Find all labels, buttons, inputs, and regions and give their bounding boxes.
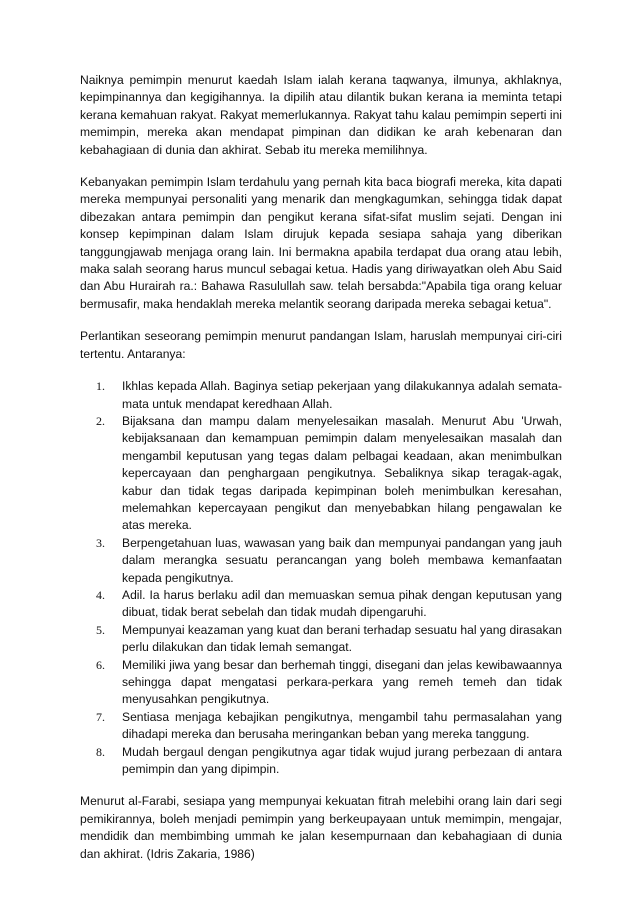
- criteria-list: [80, 378, 562, 778]
- list-item-number: 6.: [96, 657, 105, 672]
- list-item: [80, 709, 562, 744]
- list-item-number: 7.: [96, 709, 105, 724]
- list-item-number: 3.: [96, 535, 105, 550]
- paragraph-leader-qualities: Naiknya pemimpin menurut kaedah Islam ialah kerana taqwanya, ilmunya, akhlaknya, kepimpinannya dan kegigihannya. Ia dipilih atau dilantik bukan kerana ia meminta tetapi kerana kemahuan rakyat. Rakyat memerlukannya. Rakyat tahu kalau pemimpin seperti ini memimpin, mereka akan mendapat pimpinan dan didikan ke arah kebenaran dan kebahagiaan di dunia dan akhirat. Sebab itu mereka memilihnya.: [80, 73, 562, 157]
- paragraph-al-farabi: Menurut al-Farabi, sesiapa yang mempunyai kekuatan fitrah melebihi orang lain dari segi pemikirannya, boleh menjadi pemimpin yang berkeupayaan untuk memimpin, mengajar, mendidik dan membimbing ummah ke jalan kesempurnaan dan kebahagiaan di dunia dan akhirat. (Idris Zakaria, 1986): [80, 794, 562, 861]
- list-item-number: 4.: [96, 587, 105, 602]
- list-item-text: Sentiasa menjaga kebajikan pengikutnya, mengambil tahu permasalahan yang dihadapi mereka dan berusaha meringankan beban yang mereka tanggung.: [122, 709, 562, 742]
- list-item-number: 5.: [96, 622, 105, 637]
- list-item: [80, 378, 562, 413]
- list-item-text: Adil. Ia harus berlaku adil dan memuaskan semua pihak dengan keputusan yang dibuat, tidak berat sebelah dan tidak mudah dipengaruhi.: [122, 587, 562, 620]
- list-item: [80, 622, 562, 657]
- list-item-text: Mudah bergaul dengan pengikutnya agar tidak wujud jurang perbezaan di antara pemimpin dan yang dipimpin.: [122, 744, 562, 777]
- list-item: [80, 744, 562, 779]
- list-item-text: Berpengetahuan luas, wawasan yang baik dan mempunyai pandangan yang jauh dalam merangka sesuatu perancangan yang boleh membawa kemanfaatan kepada pengikutnya.: [122, 535, 562, 585]
- list-item-text: Mempunyai keazaman yang kuat dan berani terhadap sesuatu hal yang dirasakan perlu dilakukan dan tidak lemah semangat.: [122, 622, 562, 655]
- list-item-number: 2.: [96, 413, 105, 428]
- list-item: [80, 657, 562, 709]
- list-item-number: 8.: [96, 744, 105, 759]
- list-item-text: Bijaksana dan mampu dalam menyelesaikan masalah. Menurut Abu 'Urwah, kebijaksanaan dan kemampuan pemimpin dalam menyelesaikan masalah dan mengambil keputusan yang tegas dalam pelbagai keadaan, akan menimbulkan kepercayaan dan penghargaan pengikutnya. Sebaliknya sikap teragak-agak, kabur dan tidak tegas daripada kepimpinan boleh menimbulkan keresahan, melemahkan kepercayaan pengikut dan menyebabkan hilang pengawalan ke atas mereka.: [122, 413, 562, 533]
- paragraph-appointment-criteria: Perlantikan seseorang pemimpin menurut pandangan Islam, haruslah mempunyai ciri-ciri tertentu. Antaranya:: [80, 329, 562, 361]
- list-item: [80, 413, 562, 535]
- list-item: [80, 587, 562, 622]
- document-page: [80, 72, 562, 878]
- list-item-text: Memiliki jiwa yang besar dan berhemah tinggi, disegani dan jelas kewibawaannya sehingga dapat mengatasi perkara-perkara yang remeh temeh dan tidak menyusahkan pengikutnya.: [122, 657, 562, 707]
- list-item: [80, 535, 562, 587]
- paragraph-islamic-leaders: Kebanyakan pemimpin Islam terdahulu yang pernah kita baca biografi mereka, kita dapati mereka mempunyai personaliti yang menarik dan mengkagumkan, sehingga tidak dapat dibezakan antara pemimpin dan pengikut kerana sifat-sifat muslim sejati. Dengan ini konsep kepimpinan dalam Islam dirujuk kepada sesiapa sahaja yang diberikan tanggungjawab menjaga orang lain. Ini bermakna apabila terdapat dua orang atau lebih, maka salah seorang harus muncul sebagai ketua. Hadis yang diriwayatkan oleh Abu Said dan Abu Hurairah ra.: Bahawa Rasulullah saw. telah bersabda:"Apabila tiga orang keluar bermusafir, maka hendaklah mereka melantik seorang daripada mereka sebagai ketua".: [80, 175, 562, 311]
- list-item-number: 1.: [96, 379, 105, 394]
- list-item-text: Ikhlas kepada Allah. Baginya setiap pekerjaan yang dilakukannya adalah semata-mata untuk mendapat keredhaan Allah.: [122, 379, 562, 411]
